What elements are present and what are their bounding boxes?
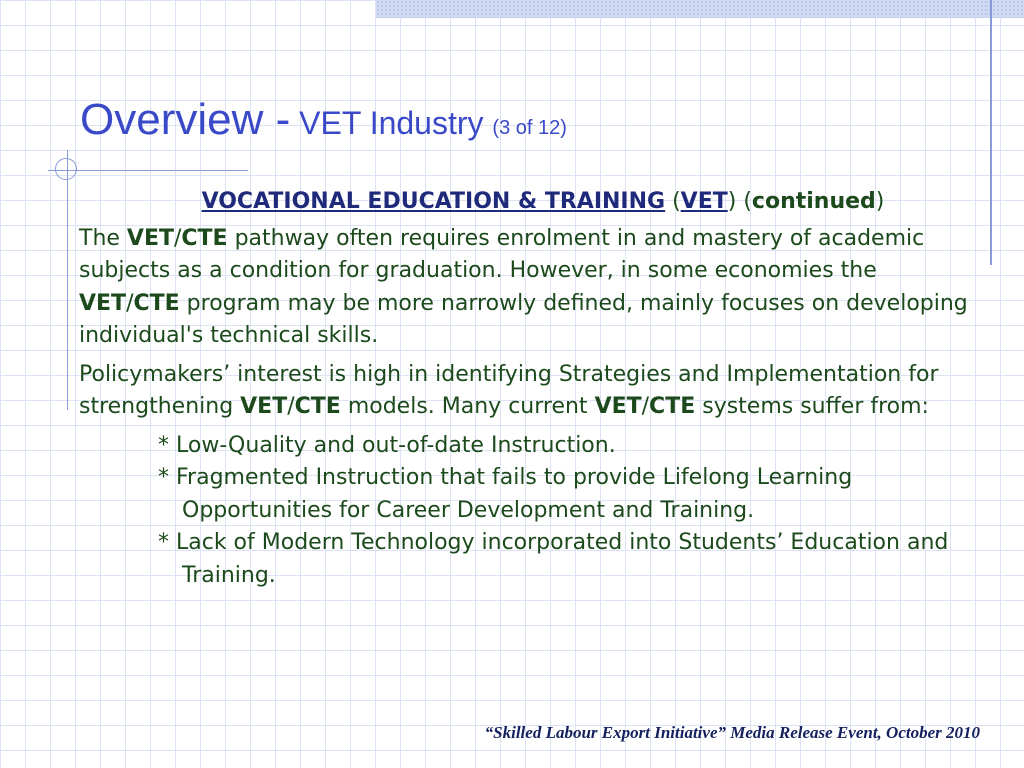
subheading-continued: continued: [751, 189, 876, 214]
p1-text-2: pathway often requires enrolment in and mastery of academic subjects as a condition for graduation. However, in some economies the: [79, 225, 925, 283]
bullet-list: [79, 430, 979, 593]
continued-close-paren: ): [875, 189, 885, 214]
title-sub: VET Industry: [299, 105, 484, 141]
list-item: [79, 527, 979, 592]
list-item: [79, 462, 979, 527]
paragraph-1: [79, 223, 979, 353]
p2-cte-1: CTE: [294, 394, 341, 419]
bullet-text: * Low-Quality and out-of-date Instruction.: [158, 432, 616, 458]
decorative-top-band: [376, 0, 1024, 18]
bullet-text: * Lack of Modern Technology incorporated into Students’ Education and Training.: [158, 530, 949, 588]
p2-slash-2: /: [641, 394, 650, 419]
p1-cte-2: CTE: [133, 290, 180, 316]
decorative-left-line: [67, 150, 68, 410]
decorative-horizontal-line: [48, 170, 248, 171]
title-main: Overview -: [80, 95, 291, 144]
decorative-circle-icon: [55, 158, 77, 180]
paragraph-2: [79, 359, 979, 424]
slide-title: [80, 95, 567, 144]
slide-footer: “Skilled Labour Export Initiative” Media Release Event, October 2010: [484, 723, 980, 742]
section-subheading: [79, 186, 979, 219]
p1-slash-2: /: [126, 290, 134, 316]
continued-open-paren: (: [743, 189, 752, 214]
decorative-vertical-line: [990, 0, 992, 265]
p2-text-3: systems suffer from:: [695, 394, 929, 419]
title-count: (3 of 12): [492, 117, 567, 139]
p2-vet-1: VET: [240, 394, 288, 419]
p1-vet-1: VET: [126, 225, 174, 251]
subheading-text: VOCATIONAL EDUCATION & TRAINING: [201, 189, 666, 214]
p1-slash-1: /: [173, 225, 182, 251]
p1-text-3: program may be more narrowly defined, mainly focuses on developing individual's technical skills.: [79, 290, 968, 348]
p1-vet-2: VET: [79, 290, 127, 316]
subheading-close-paren: ): [727, 189, 737, 214]
p2-vet-2: VET: [594, 394, 642, 419]
p2-slash-1: /: [287, 394, 295, 419]
subheading-open-paren: (: [672, 189, 681, 214]
list-item: [79, 430, 979, 463]
p2-text-2: models. Many current: [340, 394, 595, 419]
p1-cte-1: CTE: [181, 225, 228, 251]
p1-text-1: The: [79, 225, 127, 251]
bullet-text: * Fragmented Instruction that fails to provide Lifelong Learning Opportunities for Career Development and Training.: [158, 465, 853, 523]
p2-text-1: Policymakers’ interest is high in identifying Strategies and Implementation for strengthening: [79, 361, 939, 419]
p2-cte-2: CTE: [649, 394, 696, 419]
subheading-abbr: VET: [680, 189, 728, 214]
slide-content: [79, 186, 979, 592]
